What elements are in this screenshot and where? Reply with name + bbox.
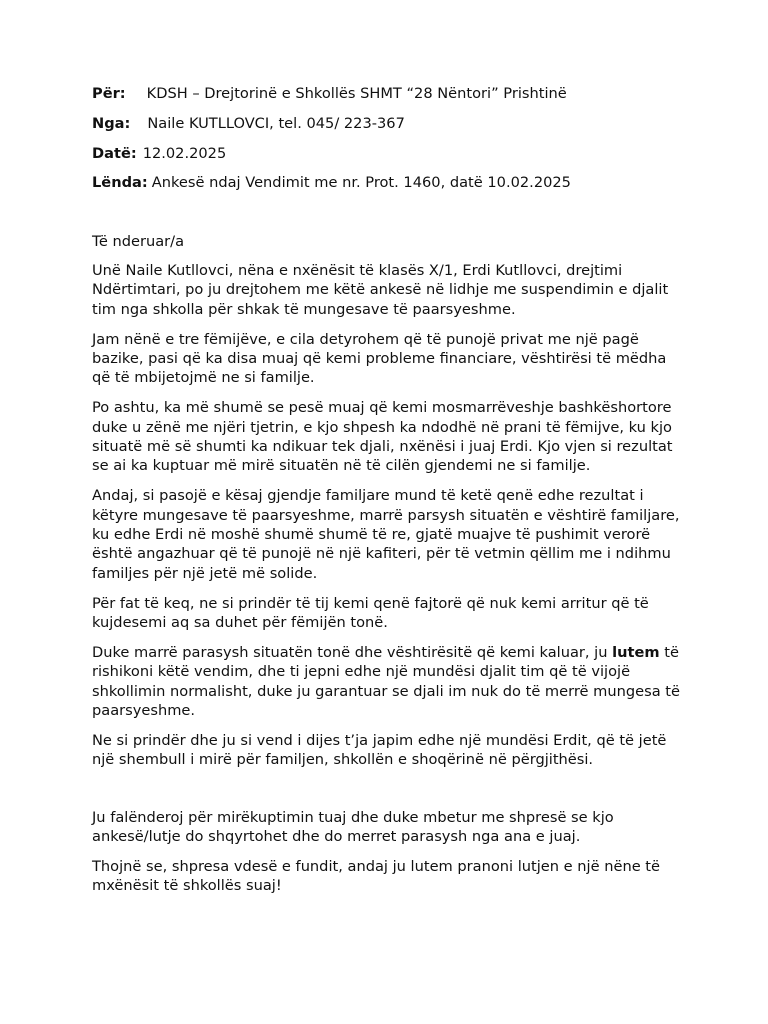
paragraph-parental-fault: Për fat të keq, ne si prindër të tij kemi qenë fajtorë që nuk kemi arritur që të kujdesemi aq sa duhet për fëmijën tonë. bbox=[92, 594, 649, 631]
paragraph-financial-situation: Jam nënë e tre fëmijëve, e cila detyrohem që të punojë privat me një pagë bazike, pasi që ka disa muaj që kemi probleme financiare, vështirësi të mëdha që të mbijetojmë ne si familje. bbox=[92, 330, 667, 387]
request-text-start: Duke marrë parasysh situatën tonë dhe vështirësitë që kemi kaluar, ju bbox=[92, 644, 613, 662]
paragraph-introduction: Unë Naile Kutllovci, nëna e nxënësit të klasës X/1, Erdi Kutllovci, drejtimi Ndërtimtari, po ju drejtohem me këtë ankesë në lidhje me suspendimin e djalit tim nga shkolla për shkak të mungesave të paarsyeshme. bbox=[92, 261, 669, 318]
date-line bbox=[92, 144, 682, 163]
date-label: Datë: bbox=[92, 144, 137, 162]
subject-line bbox=[92, 173, 682, 192]
sender-label: Nga: bbox=[92, 114, 131, 132]
paragraph-opportunity: Ne si prindër dhe ju si vend i dijes t’ja japim edhe një mundësi Erdit, që të jetë një shembull i mirë për familjen, shkollën e shoqërinë në përgjithësi. bbox=[92, 732, 667, 769]
recipient-value: KDSH – Drejtorinë e Shkollës SHMT “28 Nëntori” Prishtinë bbox=[146, 85, 567, 102]
paragraph-family-disagreements: Po ashtu, ka më shumë se pesë muaj që kemi mosmarrëveshje bashkëshortore duke u zënë me njëri tjetrin, e kjo shpesh ka ndodhë në prani të fëmijve, ku kjo situatë më së shumti ka ndikuar tek djali, nxënësi i juaj Erdi. Kjo vjen si rezultat se ai ka kuptuar më mirë situatën në të cilën gjendemi ne si familje. bbox=[92, 399, 673, 475]
paragraph-gratitude: Ju falënderoj për mirëkuptimin tuaj dhe duke mbetur me shpresë se kjo ankesë/lutje do shqyrtohet dhe do merret parasysh nga ana e juaj. bbox=[92, 808, 614, 845]
subject-value: Ankesë ndaj Vendimit me nr. Prot. 1460, datë 10.02.2025 bbox=[151, 174, 571, 192]
recipient-line bbox=[92, 84, 682, 103]
sender-line bbox=[92, 114, 682, 133]
sender-value: Naile KUTLLOVCI, tel. 045/ 223-367 bbox=[147, 114, 405, 132]
subject-label: Lënda: bbox=[92, 174, 148, 192]
salutation: Të nderuar/a bbox=[92, 232, 185, 250]
recipient-label: Për: bbox=[92, 85, 126, 102]
request-emphasis: lutem bbox=[612, 644, 660, 662]
paragraph-consequences: Andaj, si pasojë e kësaj gjendje familjare mund të ketë qenë edhe rezultat i këtyre mungesave të paarsyeshme, marrë parsysh situatën e vështirë familjare, ku edhe Erdi në moshë shumë shumë të re, gjatë muajve të pushimit verorë është angazhuar që të punojë në një kafiteri, për të vetmin qëllim me i ndihmu familjes për një jetë më solide. bbox=[92, 487, 680, 582]
letter-page bbox=[92, 84, 682, 906]
paragraph-request bbox=[92, 643, 682, 720]
date-value: 12.02.2025 bbox=[142, 144, 227, 162]
request-text-end: të rishikoni këtë vendim, dhe ti jepni edhe një mundësi djalit tim që të vijojë shkollimin normalisht, duke ju garantuar se djali im nuk do të merrë mungesa të paarsyeshme. bbox=[92, 644, 681, 719]
paragraph-closing: Thojnë se, shpresa vdesë e fundit, andaj ju lutem pranoni lutjen e një nëne të mxënësit të shkollës suaj! bbox=[92, 857, 661, 895]
